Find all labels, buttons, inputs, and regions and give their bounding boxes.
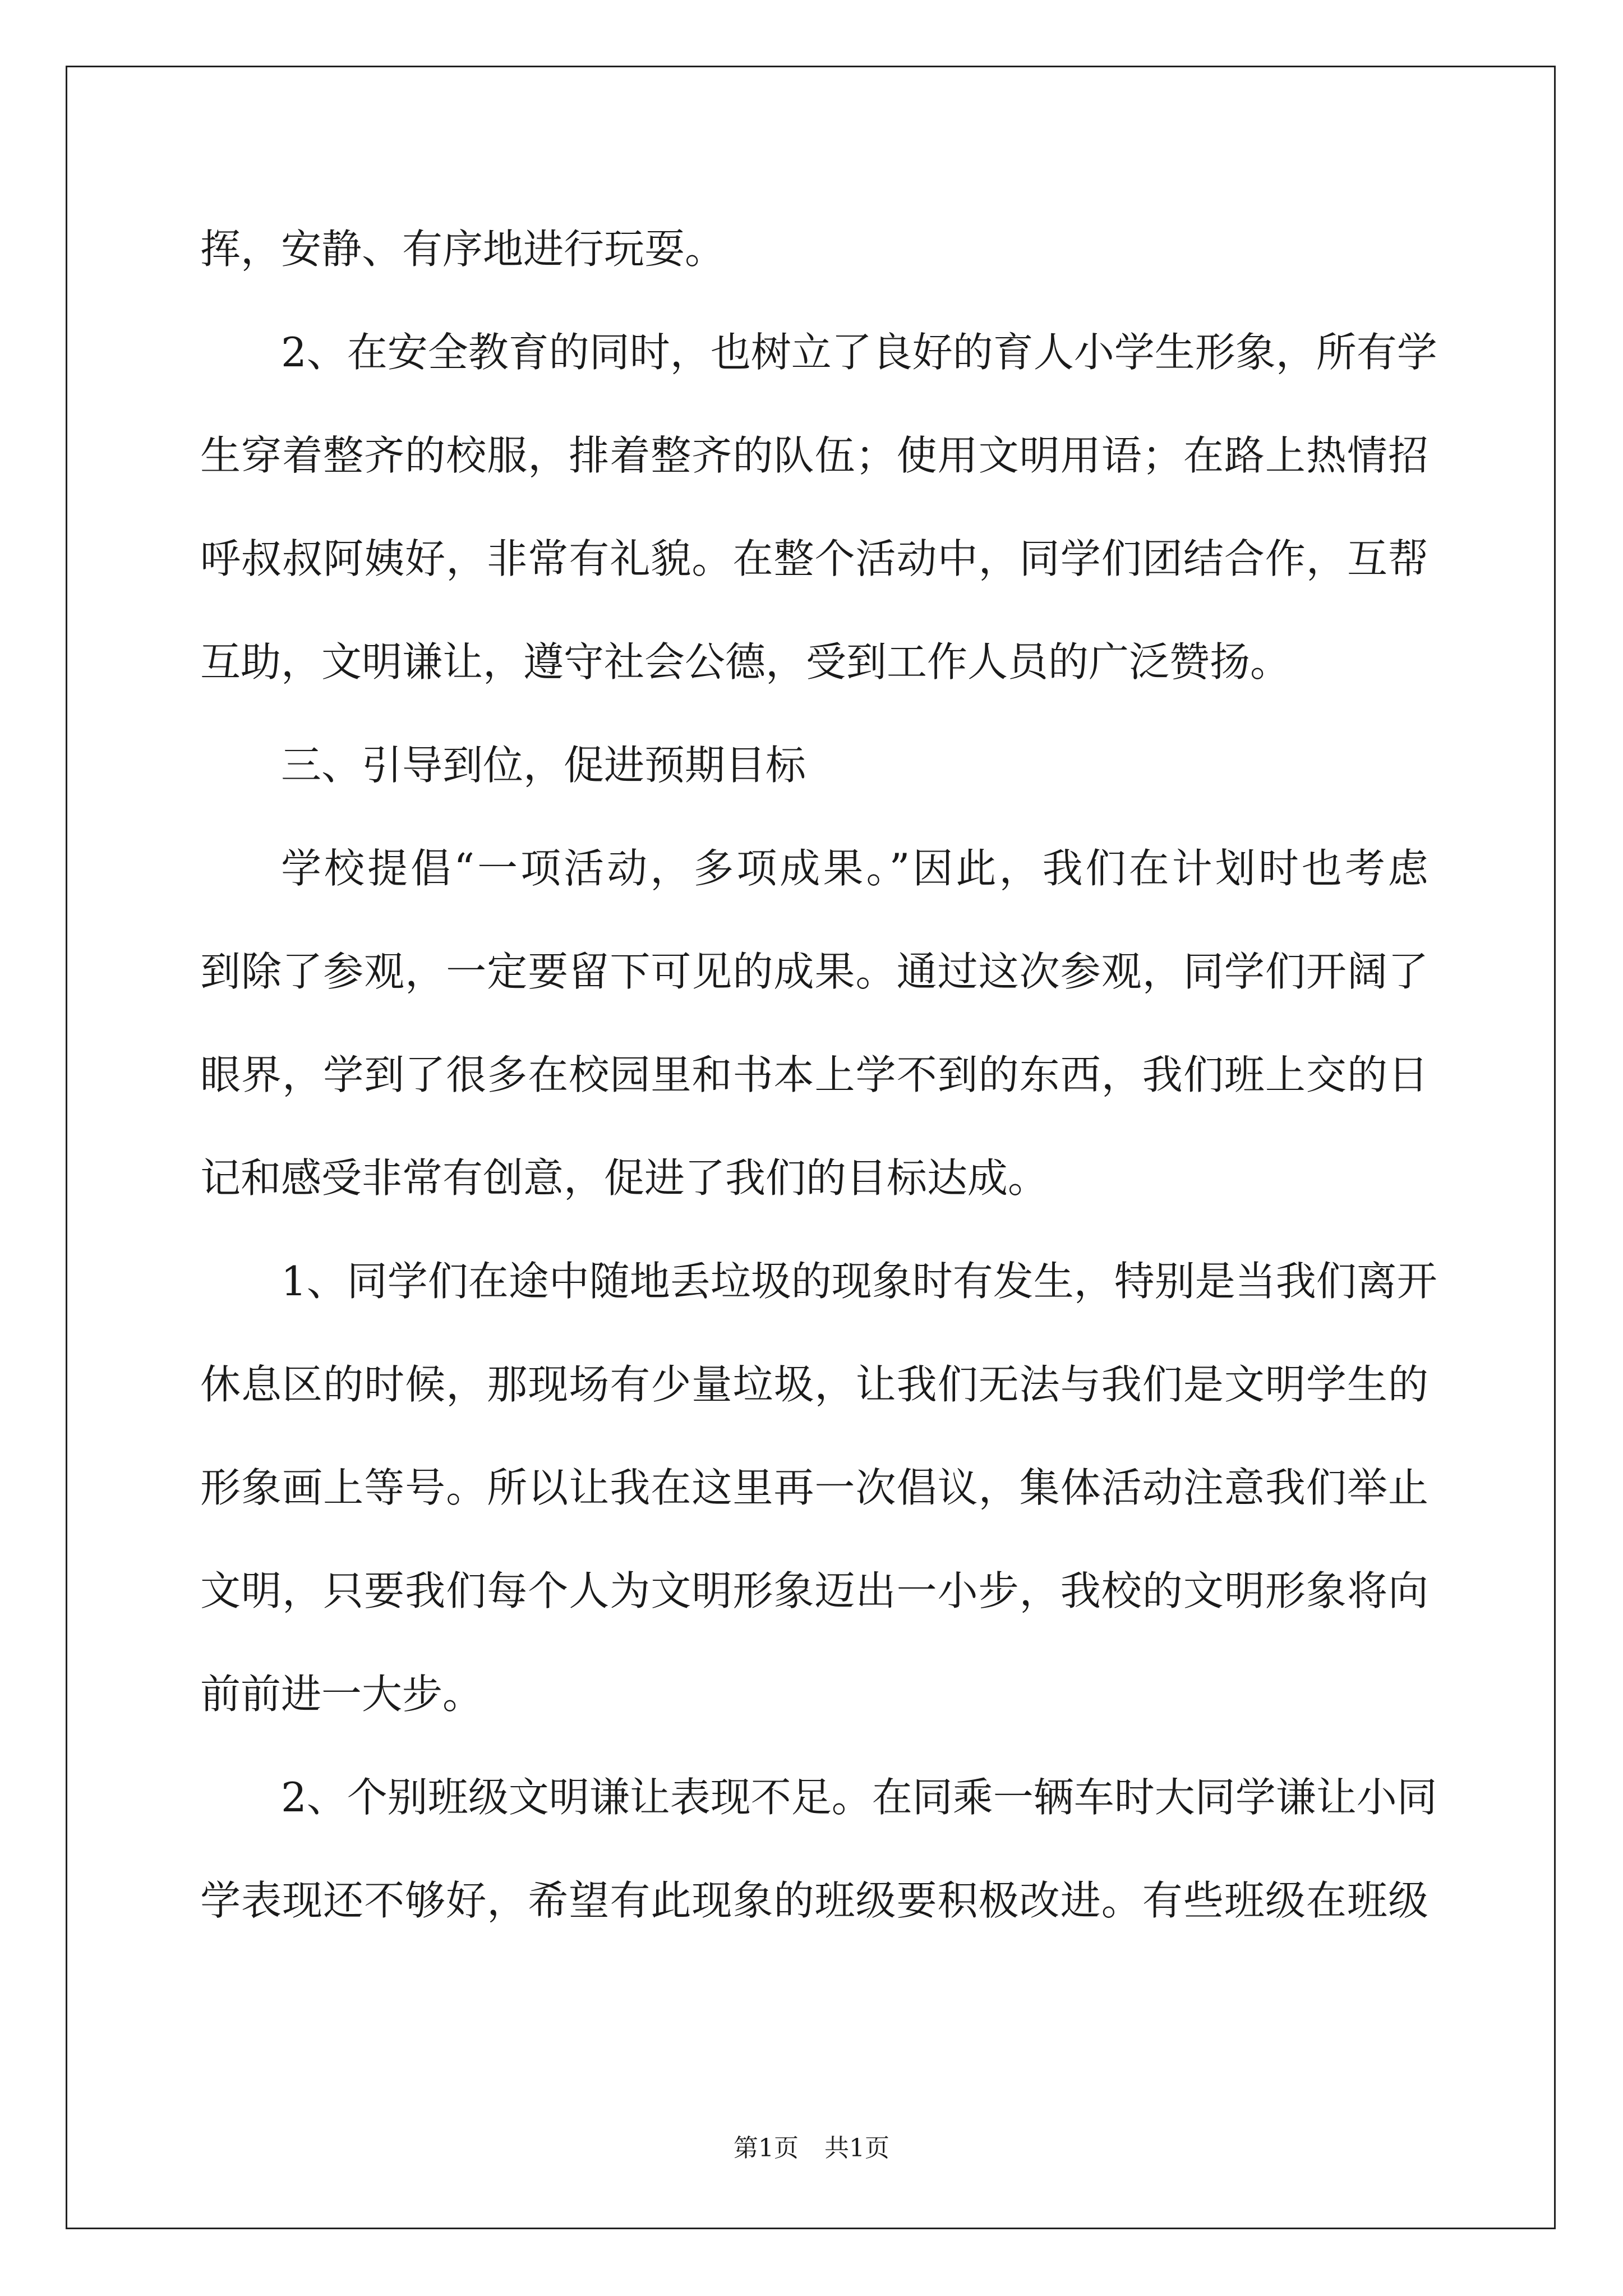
page-number-current: 第1页 — [734, 2134, 799, 2162]
text-line: 前前进一大步。 — [200, 1671, 483, 1718]
paragraph-start-line: 学校提倡“一项活动，多项成果。”因此，我们在计划时也考虑 — [281, 845, 1428, 892]
section-heading: 三、引导到位，促进预期目标 — [281, 742, 806, 789]
document-body — [200, 197, 1437, 1952]
text-line: 生穿着整齐的校服，排着整齐的队伍；使用文明用语；在路上热情招 — [200, 432, 1428, 479]
text-line: 文明，只要我们每个人为文明形象迈出一小步，我校的文明形象将向 — [200, 1567, 1428, 1614]
page-number-total: 共1页 — [824, 2134, 889, 2162]
text-line: 形象画上等号。所以让我在这里再一次倡议，集体活动注意我们举止 — [200, 1464, 1428, 1511]
text-line: 眼界，学到了很多在校园里和书本上学不到的东西，我们班上交的日 — [200, 1051, 1428, 1098]
text-line: 到除了参观，一定要留下可见的成果。通过这次参观，同学们开阔了 — [200, 948, 1428, 995]
text-line: 呼叔叔阿姨好，非常有礼貌。在整个活动中，同学们团结合作，互帮 — [200, 535, 1428, 582]
paragraph-start-line: 1、同学们在途中随地丢垃圾的现象时有发生，特别是当我们离开 — [281, 1258, 1437, 1305]
text-line: 休息区的时候，那现场有少量垃圾，让我们无法与我们是文明学生的 — [200, 1361, 1428, 1408]
text-line: 学表现还不够好，希望有此现象的班级要积极改进。有些班级在班级 — [200, 1877, 1428, 1924]
paragraph-start-line: 2、个别班级文明谦让表现不足。在同乘一辆车时大同学谦让小同 — [281, 1774, 1437, 1821]
text-line: 记和感受非常有创意，促进了我们的目标达成。 — [200, 1154, 1049, 1202]
text-line: 互助，文明谦让，遵守社会公德，受到工作人员的广泛赞扬。 — [200, 638, 1291, 685]
page-footer — [0, 2132, 1623, 2165]
text-line: 挥，安静、有序地进行玩耍。 — [200, 226, 726, 273]
paragraph-start-line: 2、在安全教育的同时，也树立了良好的育人小学生形象，所有学 — [281, 329, 1437, 376]
